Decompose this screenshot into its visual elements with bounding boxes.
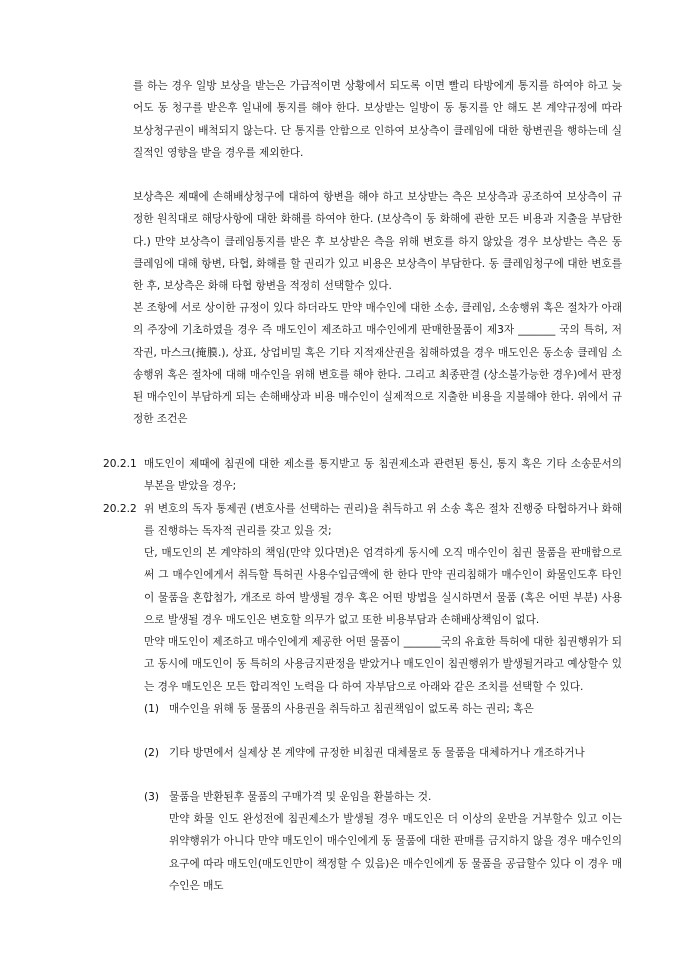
option-1 (144, 698, 622, 720)
paragraph-delivery-refusal: 만약 화물 인도 완성전에 침권제소가 발생될 경우 매도인은 더 이상의 운반을 거부할수 있고 이는 위약행위가 아니다 만약 매도인이 매수인에게 동 물품에 대한 판매를 금지하지 않을 경우 매수인의 요구에 따라 매도인(매도인만이 책정할 수 있음)은 매수인에게 동 물품을 공급할수 있다 이 경우 매수인은 매도 (169, 813, 622, 892)
option-text: 기타 방면에서 실제상 본 계약에 규정한 비침권 대체물로 동 물품을 대체하거나 개조하거나 (169, 747, 585, 759)
clause-number: 20.2.2 (103, 503, 137, 515)
option-number: (3) (144, 791, 160, 803)
paragraph-seller-options: 만약 매도인이 제조하고 매수인에게 제공한 어떤 물품이 _______국의 유효한 특허에 대한 침권행위가 되고 동시에 매도인이 동 특허의 사용금지판정을 받았거나 매도인이 침권행위가 발생될거라고 예상할수 있는 경우 매도인은 모든 합리적인 노력을 다 하여 자부담으로 아래와 같은 조치를 선택할 수 있다. (144, 636, 622, 693)
paragraph-ip-infringement: 본 조항에 서로 상이한 규정이 있다 하더라도 만약 매수인에 대한 소송, 클레임, 소송행위 혹은 절차가 아래의 주장에 기초하였을 경우 즉 매도인이 제조하고 매수인에게 판매한물품이 제3자 _______ 국의 특허, 저작권, 마스크(掩膜.), 상표, 상업비밀 혹은 기타 지적재산권을 침해하였을 경우 매도인은 동소송 클레임 소송행위 혹은 절차에 대해 매수인을 위해 변호를 해야 한다. 그리고 최종판결 (상소불가능한 경우)에서 판정된 매수인이 부담하게 되는 손해배상과 비용 매수인이 실제적으로 지출한 비용을 지불해야 한다. 위에서 규정한 조건은 (133, 302, 622, 426)
option-number: (2) (144, 747, 160, 759)
clause-20-2-2 (103, 498, 622, 543)
option-3 (144, 786, 622, 808)
option-text: 매수인을 위해 동 물품의 사용권을 취득하고 침권책임이 없도록 하는 권리; 혹은 (169, 703, 534, 715)
paragraph-defense: 보상측은 제때에 손해배상청구에 대하여 항변을 해야 하고 보상받는 측은 보상측과 공조하여 보상측이 규정한 원칙대로 해당사항에 대한 화해를 하여야 한다. (보상측이 동 화해에 관한 모든 비용과 지출을 부담한다.) 만약 보상측이 클레임통지를 받은 후 보상받은 측을 위해 변호를 하지 않았을 경우 보상받는 측은 동 클레임에 대해 항변, 타협, 화해를 할 권리가 있고 비용은 보상측이 부담한다. 동 클레임청구에 대한 변호를 한 후, 보상측은 화해 타협 항변을 적정히 선택할수 있다. (133, 191, 622, 293)
clause-text: 매도인이 제때에 침권에 대한 제소를 통지받고 동 침권제소과 관련된 통신, 통지 혹은 기타 소송문서의 부본을 받았을 경우; (144, 458, 622, 493)
clause-20-2-1 (103, 453, 622, 498)
option-text: 물품을 반환된후 물품의 구매가격 및 운임을 환불하는 것. (169, 791, 432, 803)
option-2 (144, 742, 622, 764)
clause-number: 20.2.1 (103, 458, 137, 470)
option-number: (1) (144, 703, 160, 715)
paragraph-notice: 를 하는 경우 일방 보상을 받는은 가급적이면 상황에서 되도록 이면 빨리 타방에게 통지를 하여야 하고 늦어도 동 청구를 받은후 일내에 통지를 해야 한다. 보상받는 일방이 동 통지를 안 해도 본 계약규정에 따라 보상청구권이 배척되지 않는다. 단 통지를 안함으로 인하여 보상측이 클레임에 대한 항변권을 행하는데 실질적인 영향을 받을 경우를 제외한다. (133, 80, 622, 159)
clause-text: 위 변호의 독자 통제권 (변호사를 선택하는 권리)을 취득하고 위 소송 혹은 절차 진행중 타협하거나 화해를 진행하는 독자적 권리를 갖고 있을 것; (144, 503, 622, 538)
paragraph-liability-limit: 단, 매도인의 본 계약하의 책임(만약 있다면)은 엄격하게 동시에 오직 매수인이 침권 물품을 판매함으로써 그 매수인에게서 취득할 특허권 사용수입금액에 한 한다 만약 권리침해가 매수인이 화물인도후 타인이 물품을 혼합첨가, 개조로 하여 발생될 경우 혹은 어떤 방법을 실시하면서 물품 (혹은 어떤 부분) 사용으로 발생될 경우 매도인은 변호할 의무가 없고 또한 비용부담과 손해배상책임이 없다. (144, 547, 622, 626)
